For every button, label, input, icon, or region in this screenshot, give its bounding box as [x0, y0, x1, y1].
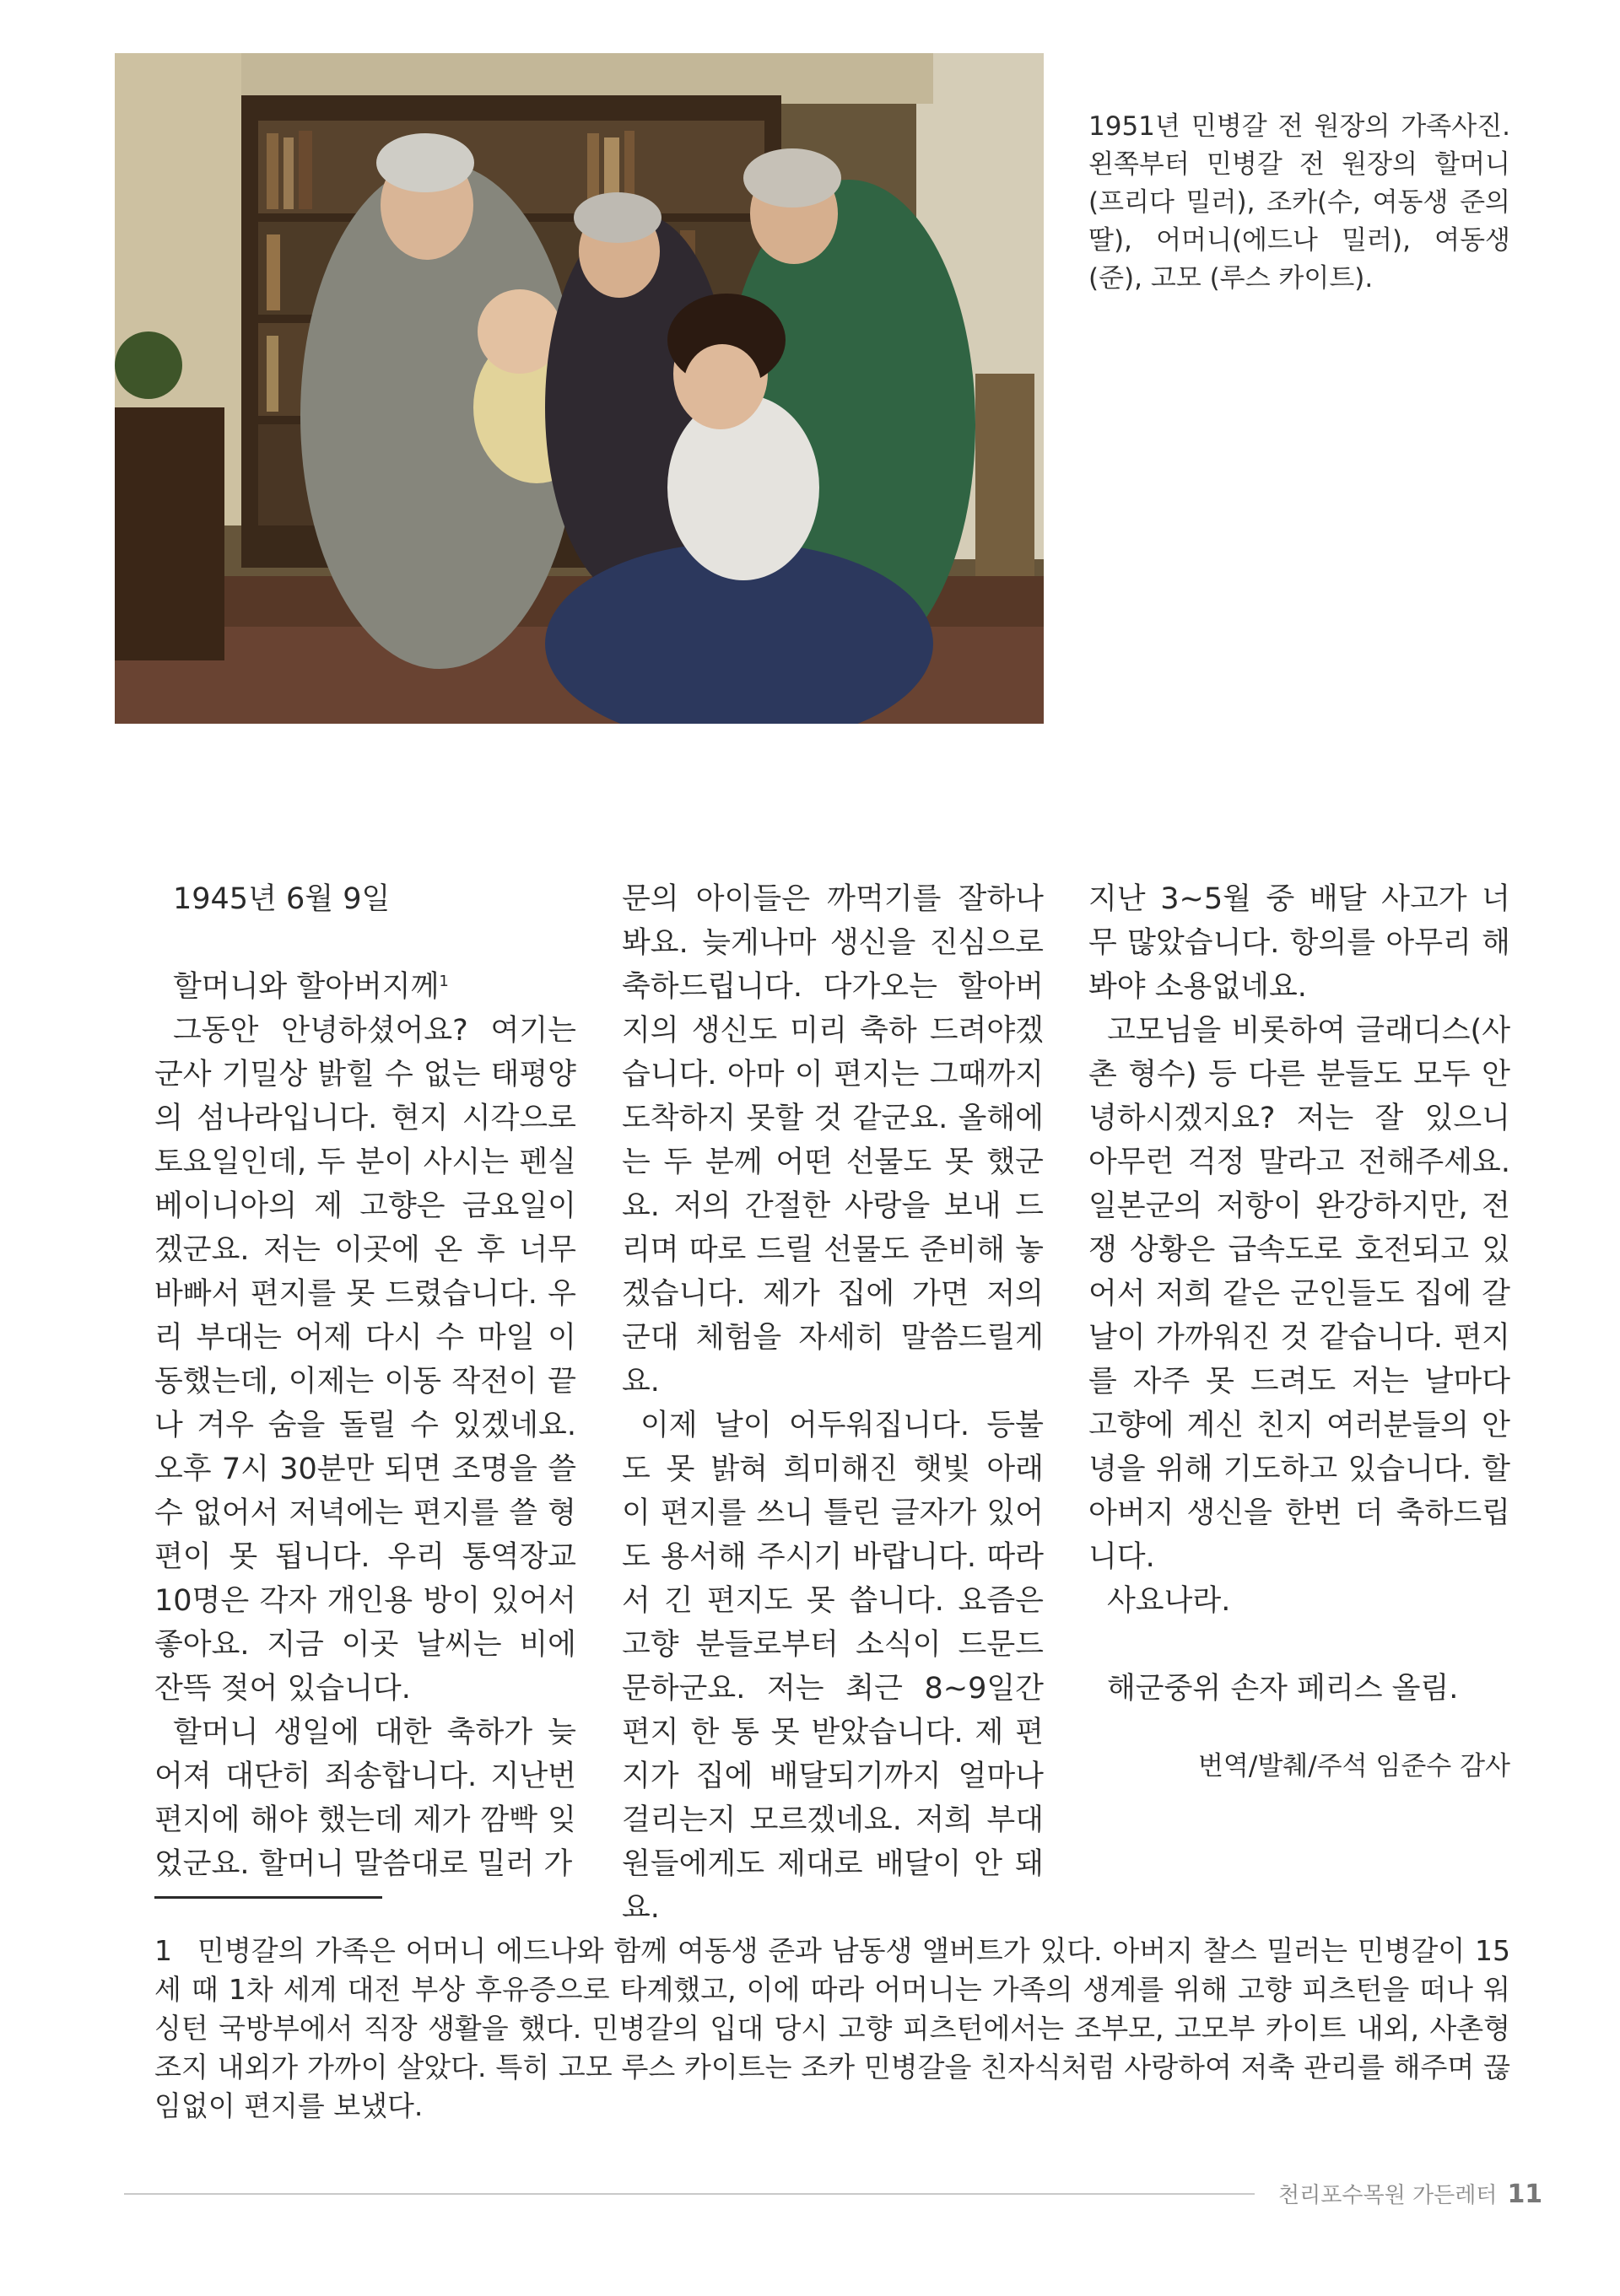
family-photo-image: [115, 53, 1044, 724]
footnote-text: 민병갈의 가족은 어머니 에드나와 함께 여동생 준과 남동생 앨버트가 있다. 아버지 찰스 밀러는 민병갈이 15세 때 1차 세계 대전 부상 후유증으로 타계했고, 이에 따라 어머니는 가족의 생계를 위해 고향 피츠턴을 떠나 워싱턴 국방부에서 직장 생활을 했다. 민병갈의 입대 당시 고향 피츠턴에서는 조부모, 고모부 카이트 내외, 사촌형 조지 내외가 가까이 살았다. 특히 고모 루스 카이트는 조카 민병갈을 친자식처럼 사랑하여 저축 관리를 해주며 끊임없이 편지를 보냈다.: [154, 1934, 1510, 2122]
page-footer: [1278, 2178, 1542, 2209]
salutation-text: 할머니와 할아버지께: [173, 970, 440, 1004]
letter-paragraph-2-continued: 문의 아이들은 까먹기를 잘하나 봐요. 늦게나마 생신을 진심으로 축하드립니다. 다가오는 할아버지의 생신도 미리 축하 드려야겠습니다. 아마 이 편지는 그때까지 도착하지 못할 것 같군요. 올해에는 두 분께 어떤 선물도 못 했군요. 저의 간절한 사랑을 보내 드리며 따로 드릴 선물도 준비해 놓겠습니다. 제가 집에 가면 저의 군대 체험을 자세히 말씀드릴게요.: [622, 882, 1044, 1399]
letter-paragraph-4: 지난 3~5월 중 배달 사고가 너무 많았습니다. 항의를 아무리 해 봐야 소용없네요.: [1088, 882, 1510, 1004]
letter-paragraph-2-start: 할머니 생일에 대한 축하가 늦어져 대단히 죄송합니다. 지난번 편지에 해야 했는데 제가 깜빡 잊었군요. 할머니 말씀대로 밀러 가: [154, 1716, 576, 1881]
letter-column-1: [154, 877, 576, 1886]
letter-paragraph-3: 이제 날이 어두워집니다. 등불도 못 밝혀 희미해진 햇빛 아래 이 편지를 쓰니 틀린 글자가 있어도 용서해 주시기 바랍니다. 따라서 긴 편지도 못 씁니다. 요즘은 고향 분들로부터 소식이 드문드문하군요. 저는 최근 8~9일간 편지 한 통 못 받았습니다. 제 편지가 집에 배달되기까지 얼마나 걸리는지 모르겠네요. 저희 부대원들에게도 제대로 배달이 안 돼요.: [622, 1409, 1044, 1925]
footnote: [154, 1932, 1510, 2126]
footnote-number: 1: [154, 1934, 172, 1967]
translator-credit: 번역/발췌/주석 임준수 감사: [1197, 1751, 1510, 1781]
letter-closing: 사요나라.: [1107, 1584, 1231, 1618]
page-number: 11: [1507, 2180, 1543, 2209]
footer-divider: [124, 2193, 1255, 2195]
footnote-divider: [154, 1896, 382, 1899]
letter-column-3: [1088, 877, 1510, 1788]
letter-salutation: [173, 965, 576, 1009]
letter-paragraph-5: 고모님을 비롯하여 글래디스(사촌 형수) 등 다른 분들도 모두 안녕하시겠지요? 저는 잘 있으니 아무런 걱정 말라고 전해주세요. 일본군의 저항이 완강하지만, 전쟁 상황은 급속도로 호전되고 있어서 저희 같은 군인들도 집에 갈 날이 가까워진 것 같습니다. 편지를 자주 못 드려도 저는 날마다 고향에 계신 친지 여러분들의 안녕을 위해 기도하고 있습니다. 할아버지 생신을 한번 더 축하드립니다.: [1088, 1014, 1510, 1574]
letter-sender: 해군중위 손자 페리스 올림.: [1107, 1672, 1459, 1706]
letter-date: 1945년 6월 9일: [173, 882, 391, 916]
footnote-reference: 1: [439, 973, 449, 990]
photo-caption: 1951년 민병갈 전 원장의 가족사진. 왼쪽부터 민병갈 전 원장의 할머니(프리다 밀러), 조카(수, 여동생 준의 딸), 어머니(에드나 밀러), 여동생(준), 고모 (루스 카이트).: [1088, 111, 1510, 294]
publication-name: 천리포수목원 가든레터: [1278, 2183, 1498, 2208]
letter-paragraph-1: 그동안 안녕하셨어요? 여기는 군사 기밀상 밝힐 수 없는 태평양의 섬나라입니다. 현지 시각으로 토요일인데, 두 분이 사시는 펜실베이니아의 제 고향은 금요일이겠군요. 저는 이곳에 온 후 너무 바빠서 편지를 못 드렸습니다. 우리 부대는 어제 다시 수 마일 이동했는데, 이제는 이동 작전이 끝나 겨우 숨을 돌릴 수 있겠네요. 오후 7시 30분만 되면 조명을 쓸 수 없어서 저녁에는 편지를 쓸 형편이 못 됩니다. 우리 통역장교 10명은 각자 개인용 방이 있어서 좋아요. 지금 이곳 날씨는 비에 잔뜩 젖어 있습니다.: [154, 1014, 576, 1706]
family-photo: [115, 53, 1044, 724]
letter-column-2: [622, 877, 1044, 1930]
